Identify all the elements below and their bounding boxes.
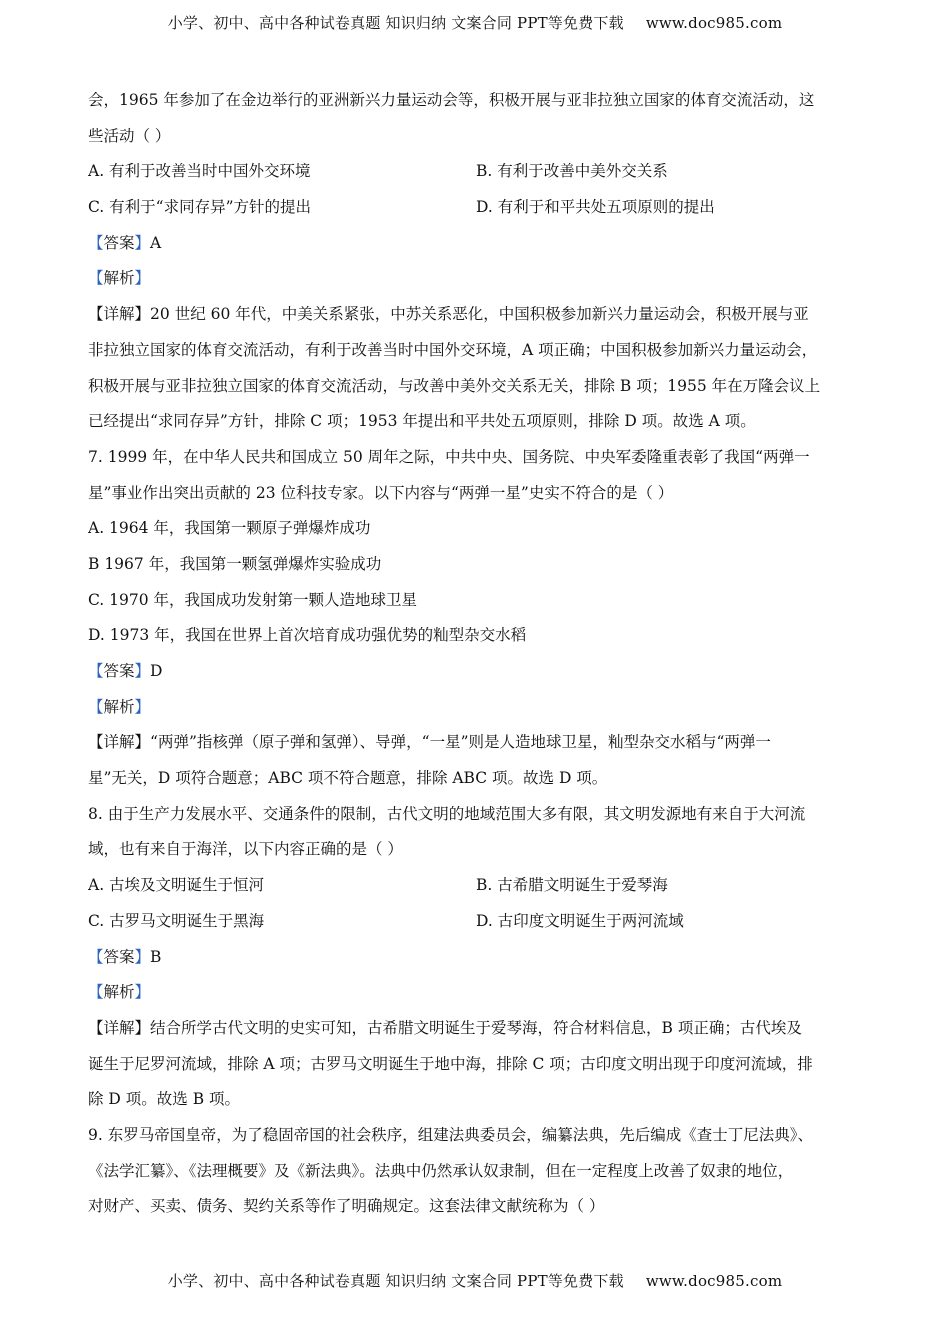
q6-option-d: D. 有利于和平共处五项原则的提出 — [476, 198, 715, 217]
q7-option-d: D. 1973 年，我国在世界上首次培育成功强优势的籼型杂交水稻 — [88, 626, 527, 645]
detail-tag: 【详解】 — [88, 305, 151, 324]
header-text: 小学、初中、高中各种试卷真题 知识归纳 文案合同 PPT等免费下载 — [167, 14, 624, 32]
detail-tag: 【详解】 — [88, 733, 151, 752]
q7-answer-value: D — [150, 662, 163, 680]
q9-stem-line: 《法学汇纂》、《法理概要》及《新法典》。法典中仍然承认奴隶制，但在一定程度上改善了奴隶的地位， — [88, 1161, 794, 1180]
q7-option-c: C. 1970 年，我国成功发射第一颗人造地球卫星 — [88, 590, 418, 609]
q8-answer — [88, 940, 868, 976]
header-site[interactable]: www.doc985.com — [645, 14, 783, 32]
q8-stem-line: 域，也有来自于海洋，以下内容正确的是（ ） — [88, 840, 403, 859]
answer-tag: 【答案】 — [88, 662, 151, 680]
q8-stem-line: 8. 由于生产力发展水平、交通条件的限制，古代文明的地域范围大多有限，其文明发源地有来自于大河流 — [88, 804, 806, 823]
q6-option-a: A. 有利于改善当时中国外交环境 — [88, 162, 311, 181]
q6-answer-value: A — [150, 233, 162, 252]
q7-answer — [88, 654, 868, 690]
analysis-tag: 【解析】 — [88, 269, 151, 288]
answer-tag: 【答案】 — [88, 233, 151, 252]
q8-detail-line: 【详解】结合所学古代文明的史实可知，古希腊文明诞生于爱琴海，符合材料信息，B 项正确；古代埃及 — [88, 1018, 802, 1037]
q7-detail-line: 【详解】“两弹”指核弹（原子弹和氢弹）、导弹，“一星”则是人造地球卫星，籼型杂交水稻与“两弹一 — [88, 733, 771, 752]
q6-detail-line: 已经提出“求同存异”方针，排除 C 项；1953 年提出和平共处五项原则，排除 D 项。故选 A 项。 — [88, 412, 756, 431]
q7-option-b: B 1967 年，我国第一颗氢弹爆炸实验成功 — [88, 554, 382, 573]
page-footer — [0, 1270, 950, 1291]
q6-options-row — [88, 154, 868, 190]
q8-option-a: A. 古埃及文明诞生于恒河 — [88, 876, 265, 895]
q8-analysis — [88, 975, 868, 1011]
footer-text: 小学、初中、高中各种试卷真题 知识归纳 文案合同 PPT等免费下载 — [167, 1272, 624, 1290]
q6-option-c: C. 有利于“求同存异”方针的提出 — [88, 198, 312, 217]
q8-answer-value: B — [150, 947, 162, 966]
q8-detail-line: 除 D 项。故选 B 项。 — [88, 1090, 241, 1109]
q9-stem-line: 对财产、买卖、债务、契约关系等作了明确规定。这套法律文献统称为（ ） — [88, 1197, 605, 1216]
q6-option-b: B. 有利于改善中美外交关系 — [476, 162, 668, 181]
q8-option-d: D. 古印度文明诞生于两河流域 — [476, 911, 684, 930]
q8-options-row — [88, 868, 868, 904]
q7-option-a: A. 1964 年，我国第一颗原子弹爆炸成功 — [88, 519, 371, 538]
q7-stem-line: 7. 1999 年，在中华人民共和国成立 50 周年之际，中共中央、国务院、中央军委隆重表彰了我国“两弹一 — [88, 447, 810, 466]
analysis-tag: 【解析】 — [88, 983, 151, 1002]
q6-detail-line: 积极开展与亚非拉独立国家的体育交流活动，与改善中美外交关系无关，排除 B 项；1955 年在万隆会议上 — [88, 376, 821, 395]
q8-option-b: B. 古希腊文明诞生于爱琴海 — [476, 876, 668, 895]
q6-options-row — [88, 190, 868, 226]
answer-tag: 【答案】 — [88, 947, 151, 966]
q6-stem-line: 会，1965 年参加了在金边举行的亚洲新兴力量运动会等，积极开展与亚非拉独立国家的体育交流活动，这 — [88, 91, 815, 109]
q9-stem-line: 9. 东罗马帝国皇帝，为了稳固帝国的社会秩序，组建法典委员会，编纂法典，先后编成《查士丁尼法典》、 — [88, 1125, 813, 1144]
q8-options-row — [88, 904, 868, 940]
q7-detail-line: 星”无关，D 项符合题意；ABC 项不符合题意，排除 ABC 项。故选 D 项。 — [88, 769, 608, 788]
q8-option-c: C. 古罗马文明诞生于黑海 — [88, 911, 265, 930]
q6-detail-line: 非拉独立国家的体育交流活动，有利于改善当时中国外交环境，A 项正确；中国积极参加新兴力量运动会， — [88, 340, 818, 359]
q7-analysis — [88, 690, 868, 726]
document-body — [88, 83, 868, 1225]
footer-site[interactable]: www.doc985.com — [645, 1272, 783, 1290]
page-header — [0, 12, 950, 33]
q8-detail-line: 诞生于尼罗河流域，排除 A 项；古罗马文明诞生于地中海，排除 C 项；古印度文明出现于印度河流域，排 — [88, 1054, 813, 1073]
q6-stem-line: 些活动（ ） — [88, 126, 171, 145]
q7-stem-line: 星”事业作出突出贡献的 23 位科技专家。以下内容与“两弹一星”史实不符合的是（ ） — [88, 483, 674, 502]
detail-tag: 【详解】 — [88, 1018, 151, 1037]
analysis-tag: 【解析】 — [88, 697, 151, 716]
q6-analysis — [88, 261, 868, 297]
q6-answer — [88, 226, 868, 262]
q6-detail-line: 【详解】20 世纪 60 年代，中美关系紧张，中苏关系恶化，中国积极参加新兴力量运动会，积极开展与亚 — [88, 305, 809, 324]
